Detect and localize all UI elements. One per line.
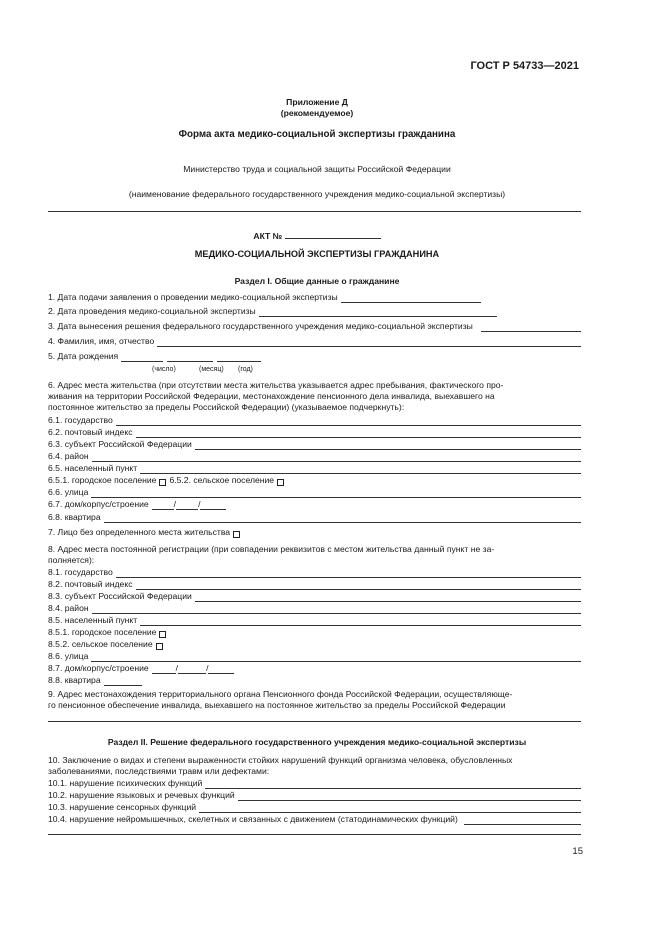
birth-year-input[interactable]: [217, 353, 261, 362]
residence-district-input[interactable]: [92, 453, 581, 462]
field-6-4: 6.4. район: [48, 451, 581, 462]
field-6-3: 6.3. субъект Российской Федерации: [48, 439, 581, 450]
field-6-2: 6.2. почтовый индекс: [48, 427, 581, 438]
field-8-5: 8.5. населенный пункт: [48, 615, 581, 626]
registration-building-input[interactable]: [178, 665, 206, 674]
institution-caption: (наименование федерального государственного учреждения медико-социальной экспертизы): [128, 189, 506, 199]
decision-date-input[interactable]: [481, 323, 581, 332]
birth-year-caption: (год): [238, 366, 253, 373]
field-8-8: 8.8. квартира: [48, 675, 581, 686]
field-6-5-options: 6.5.1. городское поселение 6.5.2. сельское поселение: [48, 475, 581, 486]
registration-structure-input[interactable]: [208, 665, 234, 674]
act-number: АКТ №: [48, 230, 586, 241]
appendix-subtitle: (рекомендуемое): [280, 108, 354, 118]
residence-building-input[interactable]: [176, 501, 198, 510]
ministry-name: Министерство труда и социальной защиты Российской Федерации: [183, 164, 451, 174]
appendix-title: Приложение Д: [286, 97, 348, 107]
field-6-8: 6.8. квартира: [48, 512, 581, 523]
language-functions-input[interactable]: [238, 792, 581, 801]
residence-country-input[interactable]: [116, 417, 581, 426]
exam-date-input[interactable]: [259, 308, 497, 317]
birth-month-input[interactable]: [167, 353, 213, 362]
registration-postcode-input[interactable]: [136, 581, 582, 590]
registration-rural-checkbox[interactable]: [156, 643, 163, 650]
field-no-fixed-abode: 7. Лицо без определенного места жительства: [48, 527, 581, 538]
residence-house-input[interactable]: [152, 501, 174, 510]
field-8-2: 8.2. почтовый индекс: [48, 579, 581, 590]
pension-fund-address-line[interactable]: [48, 721, 581, 722]
registration-house-input[interactable]: [152, 665, 176, 674]
residence-address-intro: 6. Адрес места жительства (при отсутствии места жительства указывается адрес пребывания, фактического про- живания на территории Российской Федерации, местонахождение пенсионного дела инвалида, выехавшего на постоянное жительство за пределы Российской Федерации) (указываемое подчеркнуть):: [48, 380, 504, 413]
registration-address-intro: 8. Адрес места постоянной регистрации (при совпадении реквизитов с местом жительства данный пункт не за- полняется):: [48, 544, 495, 566]
residence-apartment-input[interactable]: [104, 514, 581, 523]
rural-settlement-checkbox[interactable]: [277, 479, 284, 486]
field-decision-date: 3. Дата вынесения решения федерального государственного учреждения медико-социальной экспертизы: [48, 321, 581, 332]
field-8-5-2: 8.5.2. сельское поселение: [48, 639, 581, 650]
sensory-functions-input[interactable]: [199, 804, 581, 813]
field-10-1: 10.1. нарушение психических функций: [48, 778, 581, 789]
conclusion-extra-line[interactable]: [48, 834, 581, 835]
field-birth-date: 5. Дата рождения: [48, 351, 581, 362]
birth-day-caption: (число): [152, 366, 176, 373]
full-name-input[interactable]: [157, 338, 581, 347]
mental-functions-input[interactable]: [205, 780, 581, 789]
neuromuscular-functions-input[interactable]: [464, 816, 581, 825]
field-10-4: 10.4. нарушение нейромышечных, скелетных и связанных с движением (статодинамических функций): [48, 814, 581, 825]
residence-region-input[interactable]: [195, 441, 581, 450]
field-6-7: 6.7. дом/корпус/строение / /: [48, 499, 581, 510]
registration-district-input[interactable]: [92, 605, 581, 614]
field-8-1: 8.1. государство: [48, 567, 581, 578]
birth-day-input[interactable]: [121, 353, 163, 362]
registration-apartment-input[interactable]: [104, 677, 142, 686]
field-8-3: 8.3. субъект Российской Федерации: [48, 591, 581, 602]
birth-month-caption: (месяц): [199, 366, 224, 373]
act-number-field[interactable]: [285, 230, 381, 239]
act-title: МЕДИКО-СОЦИАЛЬНОЙ ЭКСПЕРТИЗЫ ГРАЖДАНИНА: [194, 249, 440, 259]
page-number: 15: [572, 846, 583, 857]
registration-street-input[interactable]: [91, 653, 581, 662]
field-10-3: 10.3. нарушение сенсорных функций: [48, 802, 581, 813]
standard-number: ГОСТ Р 54733—2021: [470, 60, 579, 72]
section2-title: Раздел II. Решение федерального государственного учреждения медико-социальной экспертизы: [107, 737, 527, 747]
residence-postcode-input[interactable]: [136, 429, 582, 438]
conclusion-intro: 10. Заключение о видах и степени выраженности стойких нарушений функций организма человека, обусловленных заболеваниями, последствиями травм или дефектами:: [48, 755, 513, 777]
pension-fund-address: 9. Адрес местонахождения территориального органа Пенсионного фонда Российской Федерации, осуществляюще- го пенсионное обеспечение инвалида, выехавшего на постоянное жительство за пределы Российской Федерации: [48, 689, 513, 711]
application-date-input[interactable]: [341, 294, 481, 303]
field-exam-date: 2. Дата проведения медико-социальной экспертизы: [48, 306, 581, 317]
registration-locality-input[interactable]: [140, 617, 581, 626]
residence-structure-input[interactable]: [200, 501, 226, 510]
field-10-2: 10.2. нарушение языковых и речевых функций: [48, 790, 581, 801]
field-8-6: 8.6. улица: [48, 651, 581, 662]
section1-title: Раздел I. Общие данные о гражданине: [234, 276, 400, 286]
form-title: Форма акта медико-социальной экспертизы гражданина: [178, 129, 456, 140]
field-6-5: 6.5. населенный пункт: [48, 463, 581, 474]
field-8-7: 8.7. дом/корпус/строение / /: [48, 663, 581, 674]
residence-locality-input[interactable]: [140, 465, 581, 474]
field-application-date: 1. Дата подачи заявления о проведении медико-социальной экспертизы: [48, 292, 581, 303]
field-6-6: 6.6. улица: [48, 487, 581, 498]
urban-settlement-checkbox[interactable]: [159, 479, 166, 486]
field-6-1: 6.1. государство: [48, 415, 581, 426]
field-8-5-1: 8.5.1. городское поселение: [48, 627, 581, 638]
registration-country-input[interactable]: [116, 569, 581, 578]
registration-region-input[interactable]: [195, 593, 581, 602]
field-full-name: 4. Фамилия, имя, отчество: [48, 336, 581, 347]
residence-street-input[interactable]: [91, 489, 581, 498]
field-8-4: 8.4. район: [48, 603, 581, 614]
institution-line[interactable]: [48, 211, 581, 212]
registration-urban-checkbox[interactable]: [159, 631, 166, 638]
no-fixed-abode-checkbox[interactable]: [233, 531, 240, 538]
